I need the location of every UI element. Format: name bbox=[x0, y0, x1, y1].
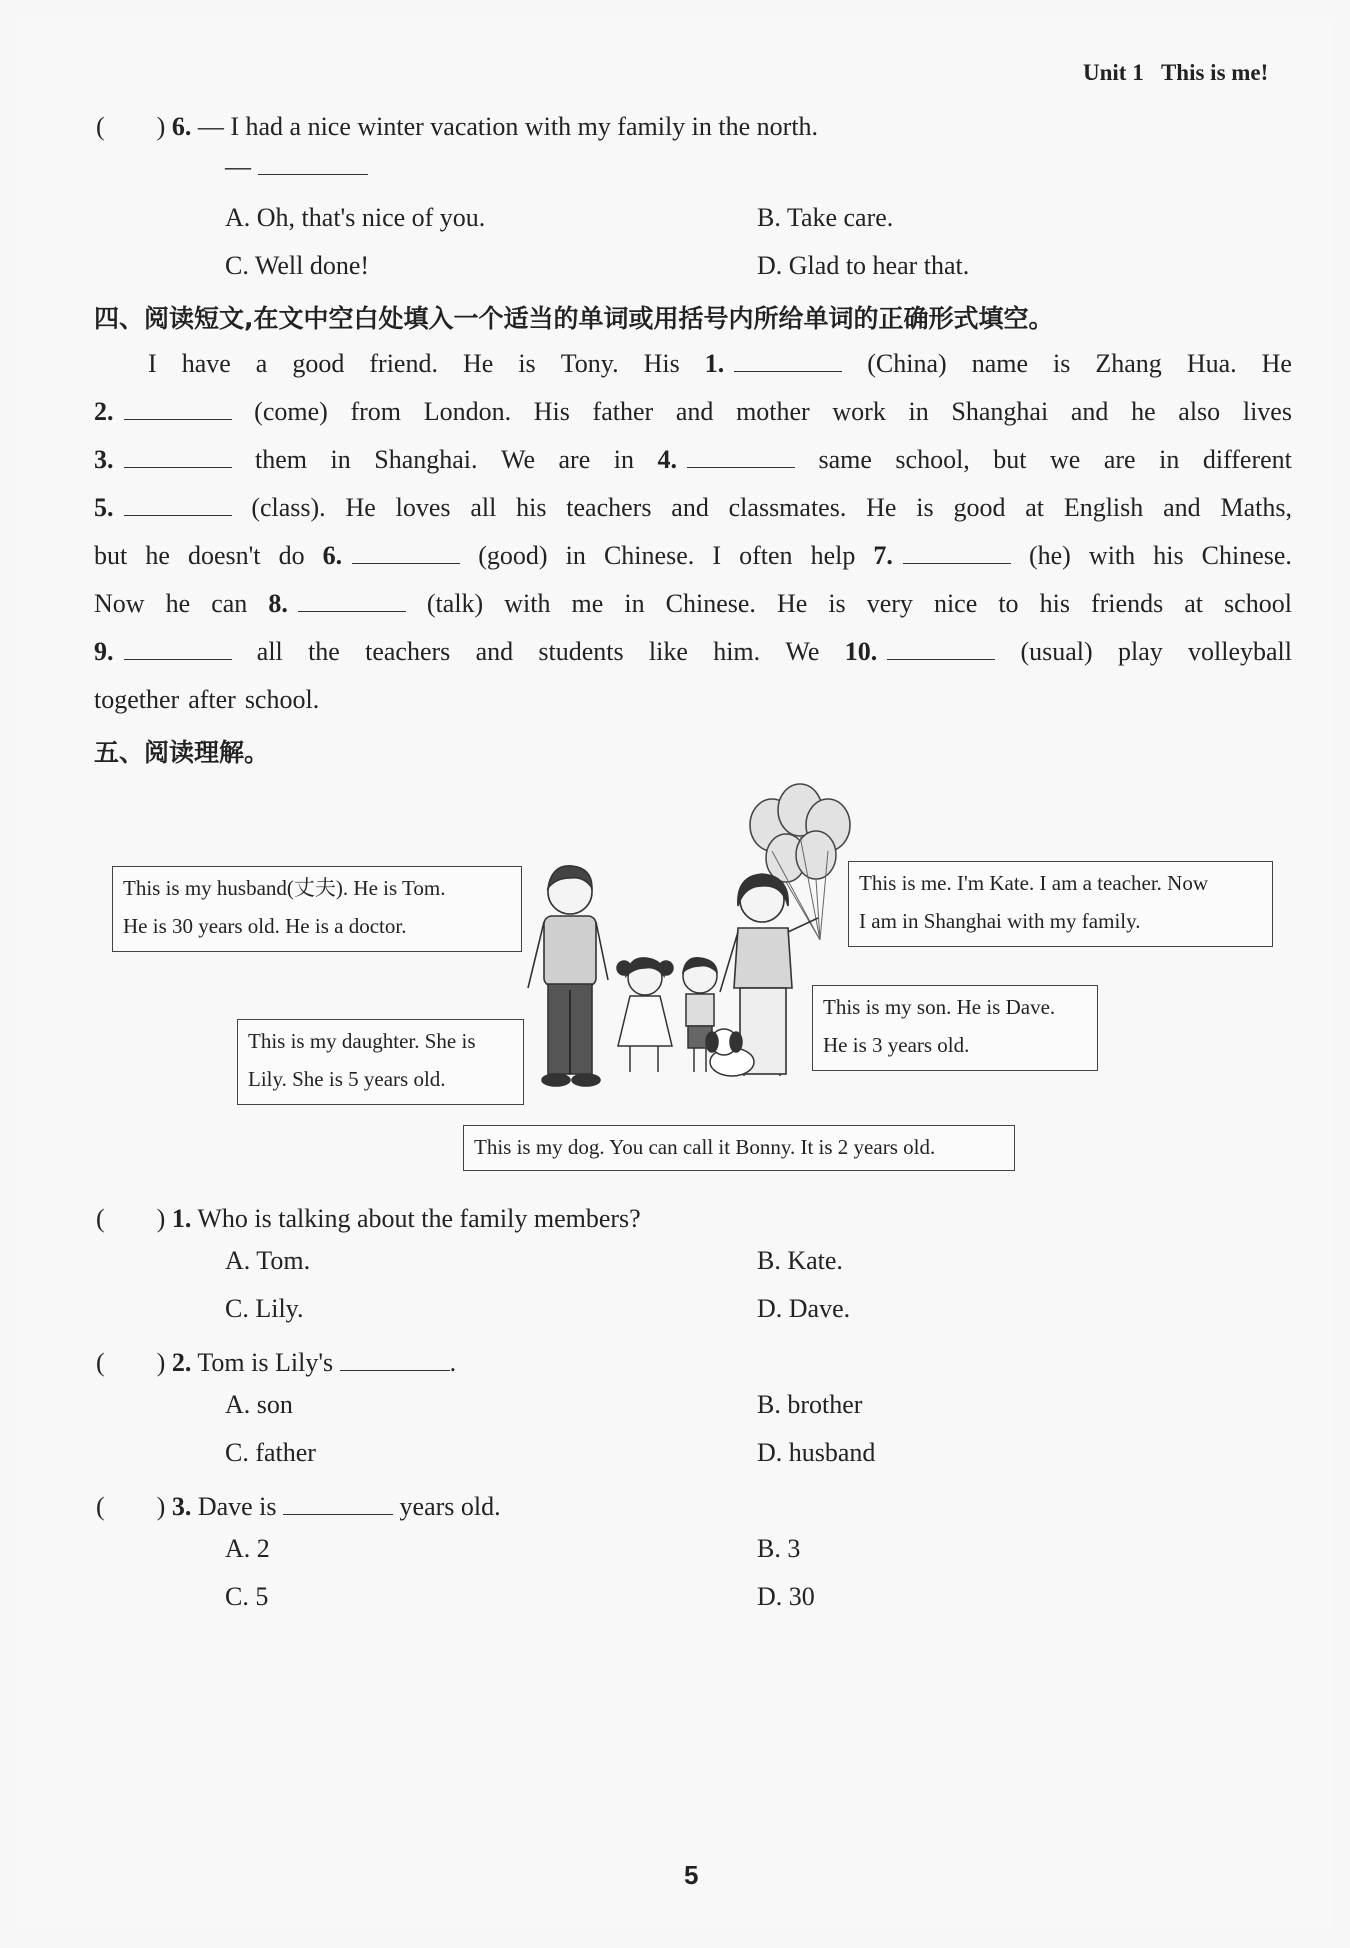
passage-word: (China) bbox=[867, 349, 947, 378]
passage-word: from bbox=[350, 397, 402, 426]
answer-blank[interactable] bbox=[352, 541, 460, 564]
cloze-passage bbox=[94, 340, 1292, 724]
passage-word: but bbox=[94, 541, 128, 570]
passage-word: can bbox=[211, 589, 248, 618]
passage-word: is bbox=[518, 349, 536, 378]
reading-question-2 bbox=[96, 1342, 456, 1379]
passage-word: Shanghai bbox=[951, 397, 1049, 426]
passage-word: We bbox=[785, 637, 820, 666]
answer-blank[interactable] bbox=[734, 349, 842, 372]
son-bubble bbox=[812, 985, 1098, 1071]
question-stem: Who is talking about the family members? bbox=[197, 1204, 641, 1233]
passage-word: students bbox=[538, 637, 624, 666]
passage-word: help bbox=[810, 541, 856, 570]
blank-number: 8. bbox=[268, 589, 288, 618]
option-d[interactable]: D. husband bbox=[757, 1438, 876, 1467]
question-prompt: — I had a nice winter vacation with my family in the north. bbox=[197, 112, 819, 141]
passage-word: all bbox=[256, 637, 283, 666]
question-number: 3. bbox=[171, 1492, 192, 1521]
passage-word: nice bbox=[933, 589, 978, 618]
passage-word: he bbox=[145, 541, 170, 570]
passage-word: have bbox=[181, 349, 231, 378]
passage-word: He bbox=[776, 589, 808, 618]
unit-header bbox=[1083, 60, 1268, 86]
passage-word: in bbox=[624, 589, 645, 618]
passage-word: (class). bbox=[251, 493, 326, 522]
bubble-line: This is my son. He is Dave. bbox=[823, 995, 1056, 1019]
passage-word: I bbox=[148, 349, 157, 378]
option-a[interactable]: A. Oh, that's nice of you. bbox=[225, 203, 486, 232]
passage-word: I bbox=[712, 541, 721, 570]
passage-word: work bbox=[832, 397, 886, 426]
kate-bubble bbox=[848, 861, 1273, 947]
passage-line bbox=[94, 628, 1292, 676]
passage-word: in bbox=[908, 397, 929, 426]
unit-label: Unit 1 bbox=[1083, 60, 1144, 85]
passage-word: and bbox=[675, 397, 714, 426]
bubble-line: This is my daughter. She is bbox=[248, 1029, 476, 1053]
question-stem-end: years old. bbox=[393, 1492, 501, 1521]
bubble-line: This is my dog. You can call it Bonny. It is 2 years old. bbox=[474, 1135, 936, 1159]
reading-question-1 bbox=[96, 1198, 641, 1235]
passage-word: school. bbox=[244, 685, 320, 714]
passage-word: school bbox=[1224, 589, 1292, 618]
passage-word: school, bbox=[895, 445, 970, 474]
option-b[interactable]: B. 3 bbox=[757, 1534, 801, 1563]
passage-word: in bbox=[1159, 445, 1180, 474]
passage-word: me bbox=[571, 589, 604, 618]
answer-paren[interactable]: ( ) bbox=[96, 1204, 166, 1233]
passage-word: same bbox=[818, 445, 872, 474]
passage-word: but bbox=[993, 445, 1027, 474]
option-c[interactable]: C. father bbox=[225, 1438, 316, 1467]
blank-number: 10. bbox=[844, 637, 878, 666]
option-a[interactable]: A. 2 bbox=[225, 1534, 270, 1563]
passage-word: the bbox=[308, 637, 340, 666]
passage-word: doesn't bbox=[187, 541, 261, 570]
passage-word: are bbox=[1103, 445, 1136, 474]
option-c[interactable]: C. Lily. bbox=[225, 1294, 304, 1323]
bubble-line: I am in Shanghai with my family. bbox=[859, 909, 1141, 933]
blank-number: 1. bbox=[704, 349, 725, 378]
passage-word: (usual) bbox=[1020, 637, 1093, 666]
answer-paren[interactable]: ( ) bbox=[96, 1348, 166, 1377]
passage-word: at bbox=[1025, 493, 1045, 522]
passage-word: His bbox=[643, 349, 680, 378]
answer-blank[interactable] bbox=[887, 637, 995, 660]
blank-number: 6. bbox=[322, 541, 343, 570]
passage-word: together bbox=[94, 685, 180, 714]
passage-word: father bbox=[592, 397, 654, 426]
passage-word: them bbox=[255, 445, 307, 474]
answer-blank[interactable] bbox=[124, 637, 232, 660]
passage-word: We bbox=[501, 445, 535, 474]
question-number: 2. bbox=[171, 1348, 192, 1377]
passage-word: often bbox=[739, 541, 793, 570]
blank-number: 4. bbox=[657, 445, 677, 474]
question-stem: Dave is bbox=[197, 1492, 284, 1521]
answer-blank[interactable] bbox=[283, 1492, 393, 1515]
passage-word: a bbox=[255, 349, 268, 378]
reply-dash: — bbox=[225, 152, 251, 181]
bubble-line: He is 30 years old. He is a doctor. bbox=[123, 914, 407, 938]
option-c[interactable]: C. 5 bbox=[225, 1582, 269, 1611]
passage-word: good bbox=[292, 349, 345, 378]
blank-number: 5. bbox=[94, 493, 114, 522]
passage-word: like bbox=[648, 637, 688, 666]
passage-word: Chinese. bbox=[603, 541, 695, 570]
daughter-bubble bbox=[237, 1019, 524, 1105]
answer-paren[interactable]: ( ) bbox=[96, 112, 166, 141]
option-c[interactable]: C. Well done! bbox=[225, 251, 370, 280]
option-d[interactable]: D. Dave. bbox=[757, 1294, 851, 1323]
passage-word: He bbox=[345, 493, 376, 522]
passage-word: volleyball bbox=[1188, 637, 1292, 666]
husband-bubble bbox=[112, 866, 522, 952]
passage-word: in bbox=[565, 541, 586, 570]
passage-word: loves bbox=[395, 493, 451, 522]
passage-word: at bbox=[1184, 589, 1203, 618]
passage-word: and bbox=[475, 637, 514, 666]
bubble-line: This is me. I'm Kate. I am a teacher. Now bbox=[859, 871, 1209, 895]
passage-word: lives bbox=[1242, 397, 1292, 426]
passage-line bbox=[94, 580, 1292, 628]
answer-blank[interactable] bbox=[124, 397, 232, 420]
question-number: 6. bbox=[171, 112, 192, 141]
question-stem: Tom is Lily's bbox=[197, 1348, 340, 1377]
passage-word: Shanghai. bbox=[374, 445, 478, 474]
passage-word: very bbox=[866, 589, 913, 618]
son-figure bbox=[683, 958, 717, 1072]
daughter-figure bbox=[617, 958, 673, 1072]
passage-line bbox=[94, 388, 1292, 436]
passage-word: He bbox=[866, 493, 897, 522]
passage-word: to bbox=[998, 589, 1019, 618]
passage-word: we bbox=[1050, 445, 1081, 474]
blank-number: 7. bbox=[873, 541, 893, 570]
passage-word: his bbox=[516, 493, 547, 522]
passage-word: friends bbox=[1090, 589, 1164, 618]
passage-word: classmates. bbox=[728, 493, 847, 522]
passage-word: Hua. bbox=[1186, 349, 1237, 378]
answer-blank[interactable] bbox=[340, 1348, 450, 1371]
passage-line bbox=[94, 532, 1292, 580]
passage-word: name bbox=[971, 349, 1028, 378]
answer-blank[interactable] bbox=[298, 589, 406, 612]
passage-word: friend. bbox=[369, 349, 438, 378]
question-number: 1. bbox=[171, 1204, 192, 1233]
passage-word: do bbox=[278, 541, 305, 570]
passage-word: him. bbox=[713, 637, 761, 666]
reply-line bbox=[225, 152, 368, 182]
answer-blank[interactable] bbox=[903, 541, 1011, 564]
passage-word: and bbox=[671, 493, 709, 522]
father-figure bbox=[528, 866, 608, 1086]
passage-word: also bbox=[1178, 397, 1221, 426]
unit-title: This is me! bbox=[1160, 60, 1269, 85]
blank-number: 2. bbox=[94, 397, 114, 426]
question-stem-end: . bbox=[449, 1348, 457, 1377]
passage-word: his bbox=[1039, 589, 1070, 618]
passage-line bbox=[94, 484, 1292, 532]
passage-word: is bbox=[1053, 349, 1071, 378]
passage-word: different bbox=[1202, 445, 1292, 474]
passage-word: His bbox=[533, 397, 570, 426]
passage-word: Tony. bbox=[560, 349, 619, 378]
passage-word: Zhang bbox=[1095, 349, 1162, 378]
passage-word: English bbox=[1063, 493, 1144, 522]
passage-word: good bbox=[953, 493, 1006, 522]
passage-word: (talk) bbox=[426, 589, 484, 618]
option-d[interactable]: D. Glad to hear that. bbox=[757, 251, 970, 280]
passage-line bbox=[94, 436, 1292, 484]
passage-word: is bbox=[916, 493, 934, 522]
passage-line bbox=[94, 340, 1292, 388]
bubble-line: This is my husband(丈夫). He is Tom. bbox=[123, 876, 446, 900]
passage-word: he bbox=[165, 589, 191, 618]
answer-blank[interactable] bbox=[258, 152, 368, 175]
passage-word: play bbox=[1117, 637, 1163, 666]
bubble-line: Lily. She is 5 years old. bbox=[248, 1067, 446, 1091]
passage-word: with bbox=[504, 589, 551, 618]
answer-paren[interactable]: ( ) bbox=[96, 1492, 166, 1521]
passage-line bbox=[94, 676, 1292, 724]
answer-blank[interactable] bbox=[124, 493, 232, 516]
blank-number: 3. bbox=[94, 445, 114, 474]
page-number: 5 bbox=[684, 1860, 699, 1890]
passage-word: in bbox=[330, 445, 351, 474]
option-d[interactable]: D. 30 bbox=[757, 1582, 815, 1611]
option-b[interactable]: B. Kate. bbox=[757, 1246, 843, 1275]
passage-word: Maths, bbox=[1220, 493, 1292, 522]
passage-word: and bbox=[1070, 397, 1109, 426]
passage-word: Now bbox=[94, 589, 145, 618]
answer-blank[interactable] bbox=[687, 445, 795, 468]
option-a[interactable]: A. Tom. bbox=[225, 1246, 311, 1275]
passage-word: (good) bbox=[478, 541, 548, 570]
passage-word: (he) bbox=[1028, 541, 1071, 570]
reading-question-3 bbox=[96, 1486, 501, 1523]
section-5-heading: 五、阅读理解。 bbox=[94, 738, 270, 767]
passage-word: Chinese. bbox=[1201, 541, 1292, 570]
passage-word: He bbox=[1261, 349, 1292, 378]
passage-word: mother bbox=[736, 397, 810, 426]
dog-bubble bbox=[463, 1125, 1015, 1171]
option-a[interactable]: A. son bbox=[225, 1390, 293, 1419]
option-b[interactable]: B. Take care. bbox=[757, 203, 894, 232]
passage-word: Chinese. bbox=[665, 589, 756, 618]
passage-word: London. bbox=[423, 397, 512, 426]
passage-word: after bbox=[188, 685, 236, 714]
blank-number: 9. bbox=[94, 637, 114, 666]
question-6 bbox=[96, 106, 818, 143]
answer-blank[interactable] bbox=[124, 445, 232, 468]
passage-word: with bbox=[1088, 541, 1136, 570]
passage-word: in bbox=[613, 445, 634, 474]
passage-word: teachers bbox=[566, 493, 652, 522]
passage-word: and bbox=[1163, 493, 1201, 522]
passage-word: (come) bbox=[254, 397, 328, 426]
passage-word: all bbox=[470, 493, 497, 522]
passage-word: he bbox=[1131, 397, 1156, 426]
option-b[interactable]: B. brother bbox=[757, 1390, 863, 1419]
passage-word: teachers bbox=[365, 637, 451, 666]
passage-word: are bbox=[558, 445, 591, 474]
bubble-line: He is 3 years old. bbox=[823, 1033, 970, 1057]
section-4-heading: 四、阅读短文,在文中空白处填入一个适当的单词或用括号内所给单词的正确形式填空。 bbox=[94, 304, 1054, 333]
passage-word: is bbox=[828, 589, 846, 618]
passage-word: He bbox=[462, 349, 494, 378]
passage-word: his bbox=[1153, 541, 1184, 570]
